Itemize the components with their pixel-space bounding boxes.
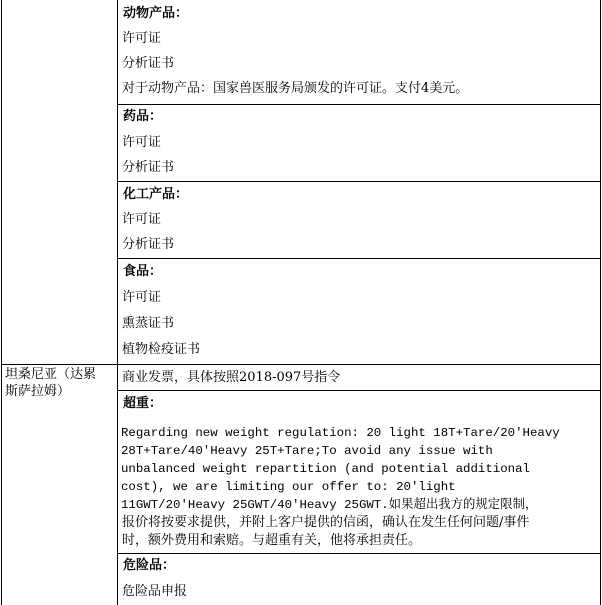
row-divider-tanzania [1,364,601,365]
overweight-line: cost), we are limiting our offer to: 20'light [121,480,456,494]
table-left-border [1,0,2,605]
row-divider-chemicals [117,181,601,182]
row-divider-medicines [117,104,601,105]
dangerous-goods-item: 危险品申报 [122,584,188,599]
overweight-line: 28T+Tare/40'Heavy 25T+Tare;To avoid any issue with [121,444,493,458]
food-item: 许可证 [122,290,162,305]
overweight-line: Regarding new weight regulation: 20 light 18T+Tare/20'Heavy [121,426,560,440]
overweight-line: 报价将按要求提供，并附上客户提供的信函，确认在发生任何问题/事件 [122,515,530,530]
food-item: 植物检疫证书 [122,342,201,357]
animal-products-note: 对于动物产品：国家兽医服务局颁发的许可证。支付4美元。 [122,81,469,96]
overweight-heading: 超重： [123,396,163,411]
medicines-item: 分析证书 [122,160,175,175]
overweight-line: 11GWT/20'Heavy 25GWT/40'Heavy 25GWT.如果超出我方的规定限制， [121,498,538,512]
chemicals-item: 许可证 [122,212,162,227]
row-divider-dangerous-goods [117,553,601,554]
food-item: 熏蒸证书 [122,316,175,331]
medicines-item: 许可证 [122,135,162,150]
animal-products-item: 许可证 [122,31,162,46]
country-name-city: 斯萨拉姆） [5,384,71,399]
invoice-requirement: 商业发票，具体按照2018-097号指令 [122,370,341,385]
chemicals-heading: 化工产品： [123,187,189,202]
country-name: 坦桑尼亚（达累 [5,367,97,382]
animal-products-item: 分析证书 [122,56,175,71]
table-right-border [600,0,601,605]
overweight-line: 时，额外费用和索赔。与超重有关，他将承担责任。 [122,533,422,548]
dangerous-goods-heading: 危险品： [123,558,176,573]
medicines-heading: 药品： [123,109,163,124]
row-divider-overweight [117,390,601,391]
overweight-line: unbalanced weight repartition (and potential additional [121,462,530,476]
food-heading: 食品： [123,264,163,279]
table-column-divider [117,0,118,605]
row-divider-food [117,258,601,259]
chemicals-item: 分析证书 [122,237,175,252]
animal-products-heading: 动物产品： [123,6,189,21]
